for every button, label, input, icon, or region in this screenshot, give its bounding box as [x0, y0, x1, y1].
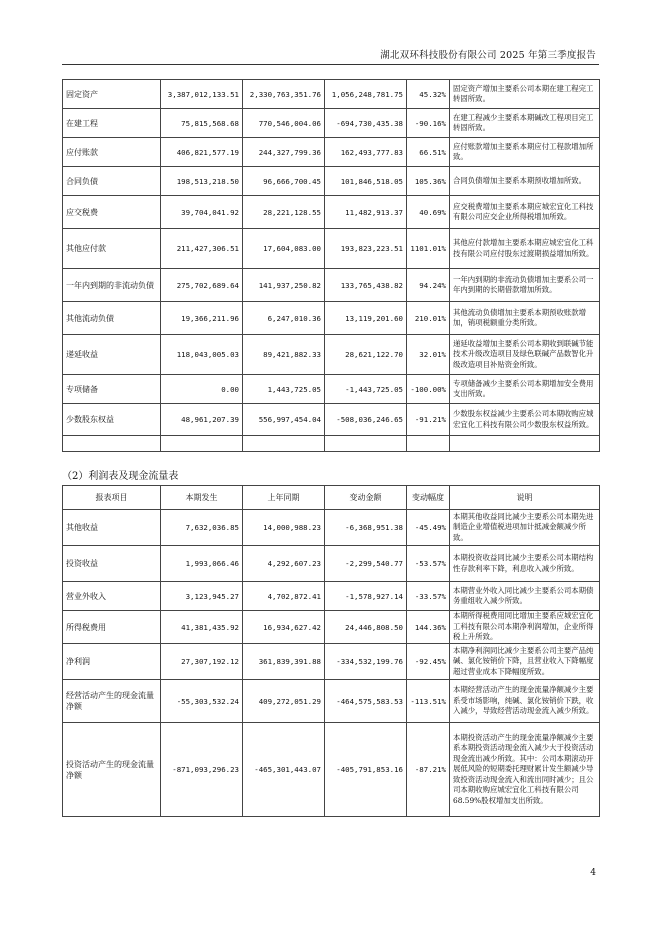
- row-change: -1,578,927.14: [325, 582, 407, 611]
- row-change: 11,482,913.37: [325, 196, 407, 229]
- row-previous: 28,221,128.55: [243, 196, 325, 229]
- header-pct: 变动幅度: [407, 486, 450, 510]
- row-current: 0.00: [161, 375, 243, 404]
- row-pct: 210.01%: [407, 302, 450, 335]
- table-header-row: [63, 486, 600, 510]
- page-number: 4: [590, 868, 596, 878]
- row-previous: 16,934,627.42: [243, 611, 325, 644]
- row-change: -405,791,853.16: [325, 723, 407, 817]
- row-item: 合同负债: [63, 167, 161, 196]
- balance-change-table: [62, 79, 600, 452]
- section-title: （2）利润表及现金流量表: [62, 471, 179, 482]
- row-current: 75,815,568.68: [161, 109, 243, 138]
- row-pct: 1101.01%: [407, 229, 450, 269]
- row-pct: 94.24%: [407, 269, 450, 302]
- row-note: 本期经营活动产生的现金流量净额减少主要系受市场影响，纯碱、氯化铵销价下跌，收入减少，导致经营活动现金流入减少所致。: [450, 680, 600, 723]
- row-pct: -100.00%: [407, 375, 450, 404]
- row-item: 少数股东权益: [63, 404, 161, 436]
- row-previous: 141,937,250.82: [243, 269, 325, 302]
- header-item: 报表项目: [63, 486, 161, 510]
- row-change: -6,368,951.38: [325, 510, 407, 546]
- row-change: 101,846,518.05: [325, 167, 407, 196]
- row-previous: 2,330,763,351.76: [243, 80, 325, 109]
- table-row: [63, 611, 600, 644]
- row-pct: 40.69%: [407, 196, 450, 229]
- row-current: -55,303,532.24: [161, 680, 243, 723]
- empty-cell: [325, 436, 407, 452]
- row-pct: 144.36%: [407, 611, 450, 644]
- table-row: [63, 404, 600, 436]
- row-pct: 105.36%: [407, 167, 450, 196]
- empty-cell: [450, 436, 600, 452]
- row-pct: -91.21%: [407, 404, 450, 436]
- row-previous: 6,247,010.36: [243, 302, 325, 335]
- row-pct: -113.51%: [407, 680, 450, 723]
- empty-cell: [161, 436, 243, 452]
- row-note: 在建工程减少主要系本期碱改工程项目完工转固所致。: [450, 109, 600, 138]
- row-item: 投资收益: [63, 546, 161, 582]
- row-change: 28,621,122.70: [325, 335, 407, 375]
- row-previous: 244,327,799.36: [243, 138, 325, 167]
- row-item: 其他流动负债: [63, 302, 161, 335]
- row-change: -508,036,246.65: [325, 404, 407, 436]
- income-cashflow-table: [62, 485, 600, 817]
- row-change: 133,765,438.82: [325, 269, 407, 302]
- header-note: 说明: [450, 486, 600, 510]
- row-note: 应交税费增加主要系本期应城宏宜化工科技有限公司应交企业所得税增加所致。: [450, 196, 600, 229]
- row-previous: 4,702,872.41: [243, 582, 325, 611]
- row-item: 所得税费用: [63, 611, 161, 644]
- row-previous: -465,301,443.07: [243, 723, 325, 817]
- row-change: 1,056,248,781.75: [325, 80, 407, 109]
- table-row: [63, 546, 600, 582]
- row-note: 递延收益增加主要系公司本期收到联碱节能技术升级改造项目及绿色联碱产品数智化升级改造项目补贴资金所致。: [450, 335, 600, 375]
- row-pct: -92.45%: [407, 644, 450, 680]
- row-current: 118,043,005.03: [161, 335, 243, 375]
- row-item: 营业外收入: [63, 582, 161, 611]
- table-row: [63, 723, 600, 817]
- row-note: 本期营业外收入同比减少主要系公司本期债务重组收入减少所致。: [450, 582, 600, 611]
- table-row: [63, 138, 600, 167]
- table-row: [63, 375, 600, 404]
- row-current: 41,381,435.92: [161, 611, 243, 644]
- row-current: 19,366,211.96: [161, 302, 243, 335]
- row-item: 在建工程: [63, 109, 161, 138]
- table-row: [63, 644, 600, 680]
- row-previous: 409,272,051.29: [243, 680, 325, 723]
- table-row: [63, 680, 600, 723]
- row-note: 其他应付款增加主要系本期应城宏宜化工科技有限公司应付股东过渡期损益增加所致。: [450, 229, 600, 269]
- row-note: 少数股东权益减少主要系公司本期收购应城宏宜化工科技有限公司少数股东权益所致。: [450, 404, 600, 436]
- row-note: 其他流动负债增加主要系本期预收账款增加，销项税额重分类所致。: [450, 302, 600, 335]
- table-row: [63, 269, 600, 302]
- row-previous: 1,443,725.05: [243, 375, 325, 404]
- row-note: 本期其他收益同比减少主要系公司本期先进制造企业增值税进项加计抵减金额减少所致。: [450, 510, 600, 546]
- table-row: [63, 80, 600, 109]
- table-row: [63, 229, 600, 269]
- row-note: 本期所得税费用同比增加主要系应城宏宜化工科技有限公司本期净利润增加，企业所得税上升所致。: [450, 611, 600, 644]
- row-note: 本期投资活动产生的现金流量净额减少主要系本期投资活动现金流入减少大于投资活动现金流出减少所致。其中：公司本期滚动开展低风险的短期委托理财累计发生额减少导致投资活动现金流入和流出同时减少；且公司本期收购应城宏宜化工科技有限公司68.59%股权增加支出所致。: [450, 723, 600, 817]
- row-note: 应付账款增加主要系本期应付工程款增加所致。: [450, 138, 600, 167]
- row-item: 投资活动产生的现金流量净额: [63, 723, 161, 817]
- row-change: -334,532,199.76: [325, 644, 407, 680]
- row-change: -464,575,583.53: [325, 680, 407, 723]
- table-row: [63, 109, 600, 138]
- empty-cell: [243, 436, 325, 452]
- row-change: 193,823,223.51: [325, 229, 407, 269]
- row-item: 应付账款: [63, 138, 161, 167]
- header-current: 本期发生: [161, 486, 243, 510]
- row-current: -871,093,296.23: [161, 723, 243, 817]
- empty-row: [63, 436, 600, 452]
- row-current: 275,702,689.64: [161, 269, 243, 302]
- row-pct: 66.51%: [407, 138, 450, 167]
- row-previous: 770,546,004.06: [243, 109, 325, 138]
- row-current: 3,387,012,133.51: [161, 80, 243, 109]
- table-row: [63, 510, 600, 546]
- row-note: 本期净利润同比减少主要系公司主要产品纯碱、氯化铵销价下降，且营业收入下降幅度超过营业成本下降幅度所致。: [450, 644, 600, 680]
- row-current: 406,821,577.19: [161, 138, 243, 167]
- row-item: 净利润: [63, 644, 161, 680]
- row-note: 固定资产增加主要系公司本期在建工程完工转固所致。: [450, 80, 600, 109]
- row-item: 应交税费: [63, 196, 161, 229]
- row-previous: 4,292,607.23: [243, 546, 325, 582]
- table-row: [63, 196, 600, 229]
- row-pct: -53.57%: [407, 546, 450, 582]
- report-header: 湖北双环科技股份有限公司 2025 年第三季度报告: [380, 50, 596, 61]
- row-pct: -87.21%: [407, 723, 450, 817]
- row-item: 固定资产: [63, 80, 161, 109]
- row-previous: 17,604,083.00: [243, 229, 325, 269]
- row-current: 39,704,041.92: [161, 196, 243, 229]
- row-pct: 45.32%: [407, 80, 450, 109]
- row-change: 162,493,777.83: [325, 138, 407, 167]
- row-pct: -45.49%: [407, 510, 450, 546]
- row-current: 7,632,036.85: [161, 510, 243, 546]
- row-previous: 361,839,391.88: [243, 644, 325, 680]
- row-current: 27,307,192.12: [161, 644, 243, 680]
- row-previous: 96,666,700.45: [243, 167, 325, 196]
- row-pct: -90.16%: [407, 109, 450, 138]
- table-row: [63, 302, 600, 335]
- header-change: 变动金额: [325, 486, 407, 510]
- empty-cell: [407, 436, 450, 452]
- row-change: -694,730,435.38: [325, 109, 407, 138]
- row-previous: 556,997,454.04: [243, 404, 325, 436]
- row-item: 其他应付款: [63, 229, 161, 269]
- table-row: [63, 167, 600, 196]
- row-note: 一年内到期的非流动负债增加主要系公司一年内到期的长期借款增加所致。: [450, 269, 600, 302]
- header-previous: 上年同期: [243, 486, 325, 510]
- row-previous: 89,421,882.33: [243, 335, 325, 375]
- header-divider: [62, 64, 599, 65]
- table-row: [63, 335, 600, 375]
- row-pct: -33.57%: [407, 582, 450, 611]
- row-item: 经营活动产生的现金流量净额: [63, 680, 161, 723]
- row-item: 其他收益: [63, 510, 161, 546]
- row-change: 13,119,201.60: [325, 302, 407, 335]
- row-pct: 32.01%: [407, 335, 450, 375]
- row-note: 合同负债增加主要系本期预收增加所致。: [450, 167, 600, 196]
- row-item: 递延收益: [63, 335, 161, 375]
- row-current: 48,961,207.39: [161, 404, 243, 436]
- row-current: 3,123,945.27: [161, 582, 243, 611]
- row-item: 专项储备: [63, 375, 161, 404]
- row-note: 本期投资收益同比减少主要系公司本期结构性存款利率下降，利息收入减少所致。: [450, 546, 600, 582]
- row-current: 1,993,066.46: [161, 546, 243, 582]
- row-current: 211,427,306.51: [161, 229, 243, 269]
- row-change: -1,443,725.05: [325, 375, 407, 404]
- empty-cell: [63, 436, 161, 452]
- row-change: -2,299,540.77: [325, 546, 407, 582]
- row-previous: 14,000,988.23: [243, 510, 325, 546]
- row-item: 一年内到期的非流动负债: [63, 269, 161, 302]
- table-row: [63, 582, 600, 611]
- row-current: 198,513,218.50: [161, 167, 243, 196]
- row-change: 24,446,808.50: [325, 611, 407, 644]
- row-note: 专项储备减少主要系公司本期增加安全费用支出所致。: [450, 375, 600, 404]
